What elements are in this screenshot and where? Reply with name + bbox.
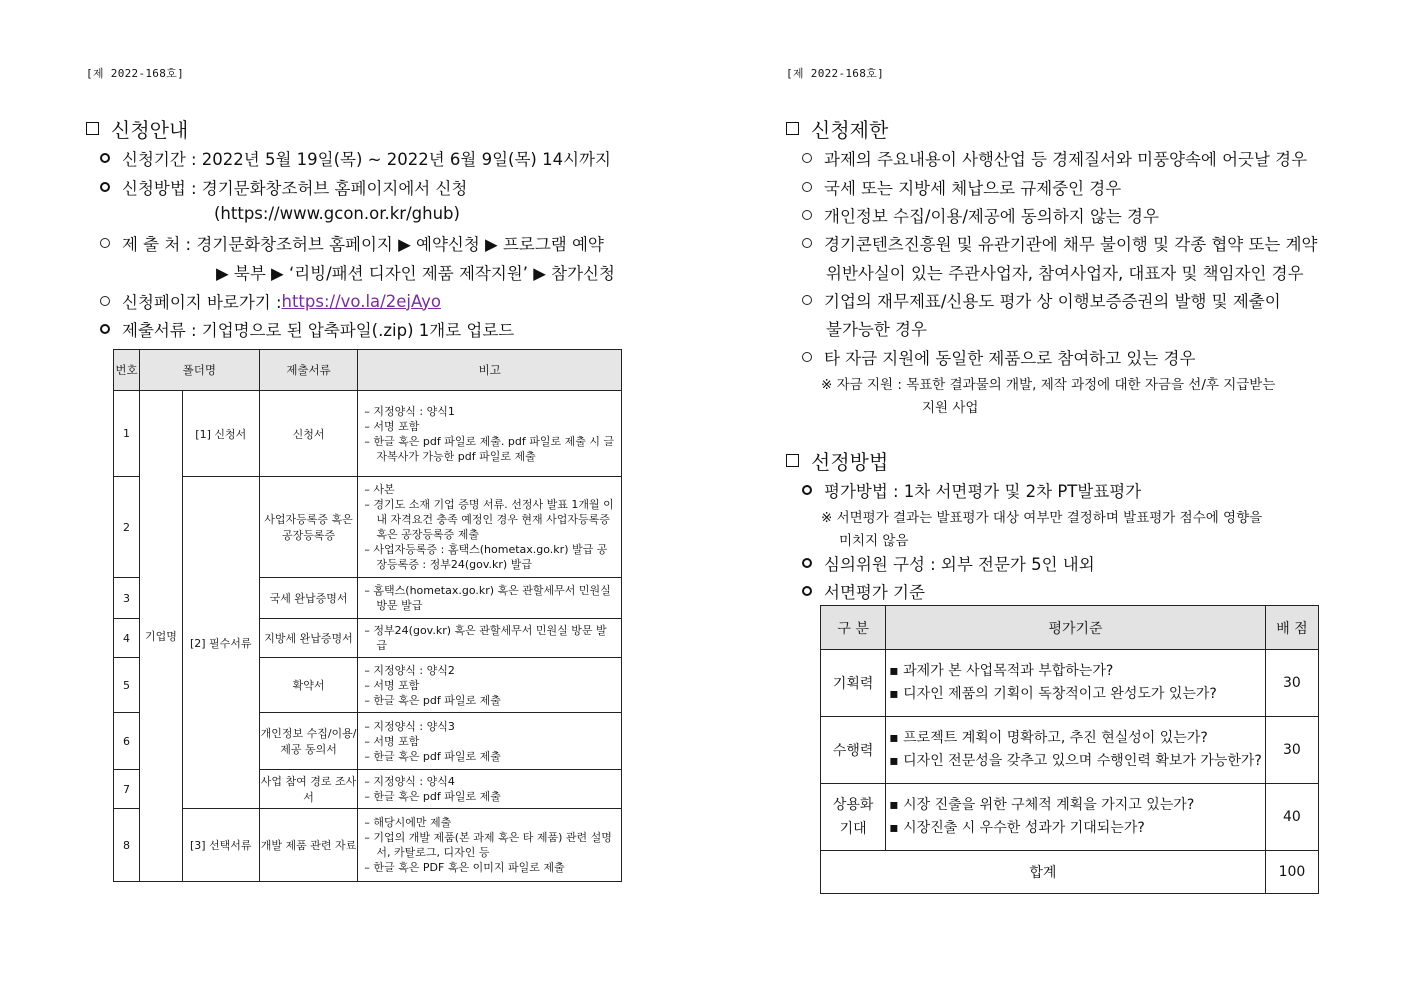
circle-bullet-icon — [802, 586, 812, 596]
header-score: 배 점 — [1265, 606, 1318, 650]
restriction-text: 기업의 재무제표/신용도 평가 상 이행보증증권의 발행 및 제출이 — [824, 292, 1281, 311]
list-item-text: 신청페이지 바로가기 : — [122, 293, 282, 312]
criteria-line: ▪ 시장진출 시 우수한 성과가 기대되는가? — [889, 820, 1145, 836]
row-number: 7 — [114, 770, 140, 809]
header-folder: 폴더명 — [139, 350, 259, 391]
note-line: – 한글 혹은 pdf 파일로 제출 — [364, 749, 501, 763]
evaluation-criteria-table — [820, 605, 1319, 894]
list-item-submit-place — [100, 231, 604, 255]
list-item-documents — [100, 317, 514, 341]
circle-bullet-icon — [802, 238, 812, 248]
circle-bullet-icon — [100, 238, 110, 248]
table-row — [114, 809, 622, 882]
header-category: 구 분 — [821, 606, 886, 650]
selection-text: 평가방법 : 1차 서면평가 및 2차 PT발표평가 — [824, 482, 1142, 501]
restriction-item — [802, 146, 1307, 170]
list-item-text: 제 출 처 : 경기문화창조허브 홈페이지 ▶ 예약신청 ▶ 프로그램 예약 — [122, 235, 604, 254]
restriction-item — [802, 288, 1281, 312]
apply-page-link[interactable]: https://vo.la/2ejAyo — [281, 291, 441, 311]
note-cell — [358, 809, 622, 882]
left-page — [0, 0, 700, 992]
note-line: – 서명 포함 — [364, 734, 420, 748]
table-row — [114, 391, 622, 477]
submit-place-continued: ▶ 북부 ▶ ‘리빙/패션 디자인 제품 제작지원’ ▶ 참가신청 — [216, 264, 615, 283]
note-cell — [358, 477, 622, 578]
table-row — [821, 650, 1319, 717]
circle-bullet-icon — [802, 352, 812, 362]
row-number: 3 — [114, 578, 140, 619]
doc-name: 개인정보 수집/이용/제공 동의서 — [259, 713, 358, 770]
section-title: 신청안내 — [111, 118, 189, 142]
note-line: – 정부24(gov.kr) 혹은 관할세무서 민원실 방문 발급 — [364, 624, 607, 652]
selection-text: 서면평가 기준 — [824, 583, 925, 602]
square-bullet-icon — [786, 122, 799, 135]
document-number: [제 2022-168호] — [86, 67, 184, 80]
doc-name: 국세 완납증명서 — [259, 578, 358, 619]
list-item-period — [100, 146, 611, 170]
header-doc: 제출서류 — [259, 350, 358, 391]
evaluation-note: ※ 서면평가 결과는 발표평가 대상 여부만 결정하며 발표평가 점수에 영향을 — [821, 510, 1263, 526]
list-item-text: 신청방법 : 경기문화창조허브 홈페이지에서 신청 — [122, 179, 468, 198]
circle-bullet-icon — [802, 153, 812, 163]
list-item-method — [100, 175, 467, 199]
note-line: – 기업의 개발 제품(본 과제 혹은 타 제품) 관련 설명서, 카탈로그, 디자인 등 — [364, 831, 612, 859]
table-header-row — [114, 350, 622, 391]
restriction-item — [802, 203, 1159, 227]
square-bullet-icon — [86, 122, 99, 135]
restriction-text: 경기콘텐츠진흥원 및 유관기관에 채무 불이행 및 각종 협약 또는 계약 — [824, 235, 1318, 254]
note-cell — [358, 770, 622, 809]
section-title: 선정방법 — [811, 450, 889, 474]
note-line: – 지정양식 : 양식1 — [364, 404, 455, 418]
restriction-item — [802, 231, 1318, 255]
criteria-line: ▪ 디자인 전문성을 갖추고 있으며 수행인력 확보가 가능한가? — [889, 753, 1262, 769]
note-line: – 사본 — [364, 483, 395, 496]
row-number: 8 — [114, 809, 140, 882]
category-cell: 상용화 기대 — [821, 784, 886, 851]
score-cell: 30 — [1265, 717, 1318, 784]
row-number: 2 — [114, 477, 140, 578]
header-criteria: 평가기준 — [886, 606, 1266, 650]
restriction-item — [802, 345, 1195, 369]
circle-bullet-icon — [802, 295, 812, 305]
evaluation-note-continued: 미치지 않음 — [839, 533, 909, 549]
section-heading-selection — [786, 446, 888, 475]
note-cell — [358, 578, 622, 619]
square-bullet-icon — [786, 454, 799, 467]
doc-name: 신청서 — [259, 391, 358, 477]
restriction-text: 국세 또는 지방세 체납으로 규제중인 경우 — [824, 179, 1122, 198]
selection-item — [802, 551, 1095, 575]
section-heading-apply-guide — [86, 114, 188, 143]
criteria-line: ▪ 디자인 제품의 기획이 독창적이고 완성도가 있는가? — [889, 686, 1217, 702]
criteria-cell — [886, 784, 1266, 851]
note-line: – 한글 혹은 pdf 파일로 제출 — [364, 693, 501, 707]
group-required: [2] 필수서류 — [182, 477, 259, 809]
selection-item — [802, 579, 925, 603]
note-cell — [358, 619, 622, 658]
right-page — [700, 0, 1403, 992]
circle-bullet-icon — [802, 210, 812, 220]
circle-bullet-icon — [802, 558, 812, 568]
note-line: – 한글 혹은 pdf 파일로 제출. pdf 파일로 제출 시 글자복사가 가능한 pdf 파일로 제출 — [364, 434, 615, 463]
note-line: – 한글 혹은 pdf 파일로 제출 — [364, 790, 501, 803]
circle-bullet-icon — [802, 182, 812, 192]
circle-bullet-icon — [100, 153, 110, 163]
selection-text: 심의위원 구성 : 외부 전문가 5인 내외 — [824, 555, 1095, 574]
criteria-line: ▪ 시장 진출을 위한 구체적 계획을 가지고 있는가? — [889, 797, 1195, 813]
section-title: 신청제한 — [811, 118, 889, 142]
note-line: – 서명 포함 — [364, 678, 420, 692]
restriction-text: 개인정보 수집/이용/제공에 동의하지 않는 경우 — [824, 207, 1159, 226]
table-row — [821, 784, 1319, 851]
group-application: [1] 신청서 — [182, 391, 259, 477]
documents-table — [113, 349, 622, 882]
list-item-text: 신청기간 : 2022년 5월 19일(목) ~ 2022년 6월 9일(목) 14시까지 — [122, 150, 611, 169]
table-row — [114, 477, 622, 578]
selection-item — [802, 478, 1141, 502]
table-total-row — [821, 851, 1319, 894]
restriction-text: 타 자금 지원에 동일한 제품으로 참여하고 있는 경우 — [824, 349, 1196, 368]
table-row — [821, 717, 1319, 784]
row-number: 4 — [114, 619, 140, 658]
note-line: – 해당시에만 제출 — [364, 816, 452, 829]
circle-bullet-icon — [100, 182, 110, 192]
fund-note: ※ 자금 지원 : 목표한 결과물의 개발, 제작 과정에 대한 자금을 선/후 지급받는 — [821, 377, 1276, 393]
criteria-line: ▪ 과제가 본 사업목적과 부합하는가? — [889, 663, 1114, 679]
category-cell: 기획력 — [821, 650, 886, 717]
note-line: – 경기도 소재 기업 증명 서류. 선정사 발표 1개월 이내 자격요건 충족 예정인 경우 현재 사업자등록증 혹은 공장등록증 제출 — [364, 498, 614, 541]
restriction-text: 과제의 주요내용이 사행산업 등 경제질서와 미풍양속에 어긋날 경우 — [824, 150, 1308, 169]
note-line: – 지정양식 : 양식2 — [364, 663, 455, 677]
score-cell: 30 — [1265, 650, 1318, 717]
restriction-continued: 불가능한 경우 — [826, 320, 927, 339]
circle-bullet-icon — [100, 324, 110, 334]
doc-name: 확약서 — [259, 658, 358, 713]
note-line: – 한글 혹은 PDF 혹은 이미지 파일로 제출 — [364, 861, 565, 874]
restriction-item — [802, 175, 1121, 199]
criteria-line: ▪ 프로젝트 계획이 명확하고, 추진 현실성이 있는가? — [889, 730, 1208, 746]
doc-name: 사업 참여 경로 조사서 — [259, 770, 358, 809]
note-line: – 사업자등록증 : 홈택스(hometax.go.kr) 발급 공장등록증 : 정부24(gov.kr) 발급 — [364, 543, 608, 571]
total-label: 합계 — [821, 851, 1266, 894]
header-note: 비고 — [358, 350, 622, 391]
doc-name: 사업자등록증 혹은 공장등록증 — [259, 477, 358, 578]
score-cell: 40 — [1265, 784, 1318, 851]
category-cell: 수행력 — [821, 717, 886, 784]
circle-bullet-icon — [802, 485, 812, 495]
criteria-cell — [886, 650, 1266, 717]
table-header-row — [821, 606, 1319, 650]
header-no: 번호 — [114, 350, 140, 391]
apply-url: (https://www.gcon.or.kr/ghub) — [214, 204, 460, 223]
doc-name: 개발 제품 관련 자료 — [259, 809, 358, 882]
group-optional: [3] 선택서류 — [182, 809, 259, 882]
list-item-shortcut — [100, 289, 441, 313]
note-cell — [358, 713, 622, 770]
note-cell — [358, 391, 622, 477]
section-heading-restrictions — [786, 114, 888, 143]
note-line: – 홈택스(hometax.go.kr) 혹은 관할세무서 민원실 방문 발급 — [364, 584, 611, 612]
company-name-cell: 기업명 — [139, 391, 182, 882]
circle-bullet-icon — [100, 296, 110, 306]
restriction-continued: 위반사실이 있는 주관사업자, 참여사업자, 대표자 및 책임자인 경우 — [826, 264, 1304, 283]
note-line: – 서명 포함 — [364, 419, 420, 433]
criteria-cell — [886, 717, 1266, 784]
row-number: 6 — [114, 713, 140, 770]
fund-note-continued: 지원 사업 — [922, 400, 979, 416]
list-item-text: 제출서류 : 기업명으로 된 압축파일(.zip) 1개로 업로드 — [122, 321, 515, 340]
document-number: [제 2022-168호] — [786, 67, 884, 80]
total-score: 100 — [1265, 851, 1318, 894]
doc-name: 지방세 완납증명서 — [259, 619, 358, 658]
note-line: – 지정양식 : 양식4 — [364, 775, 455, 788]
note-cell — [358, 658, 622, 713]
row-number: 5 — [114, 658, 140, 713]
note-line: – 지정양식 : 양식3 — [364, 719, 455, 733]
row-number: 1 — [114, 391, 140, 477]
